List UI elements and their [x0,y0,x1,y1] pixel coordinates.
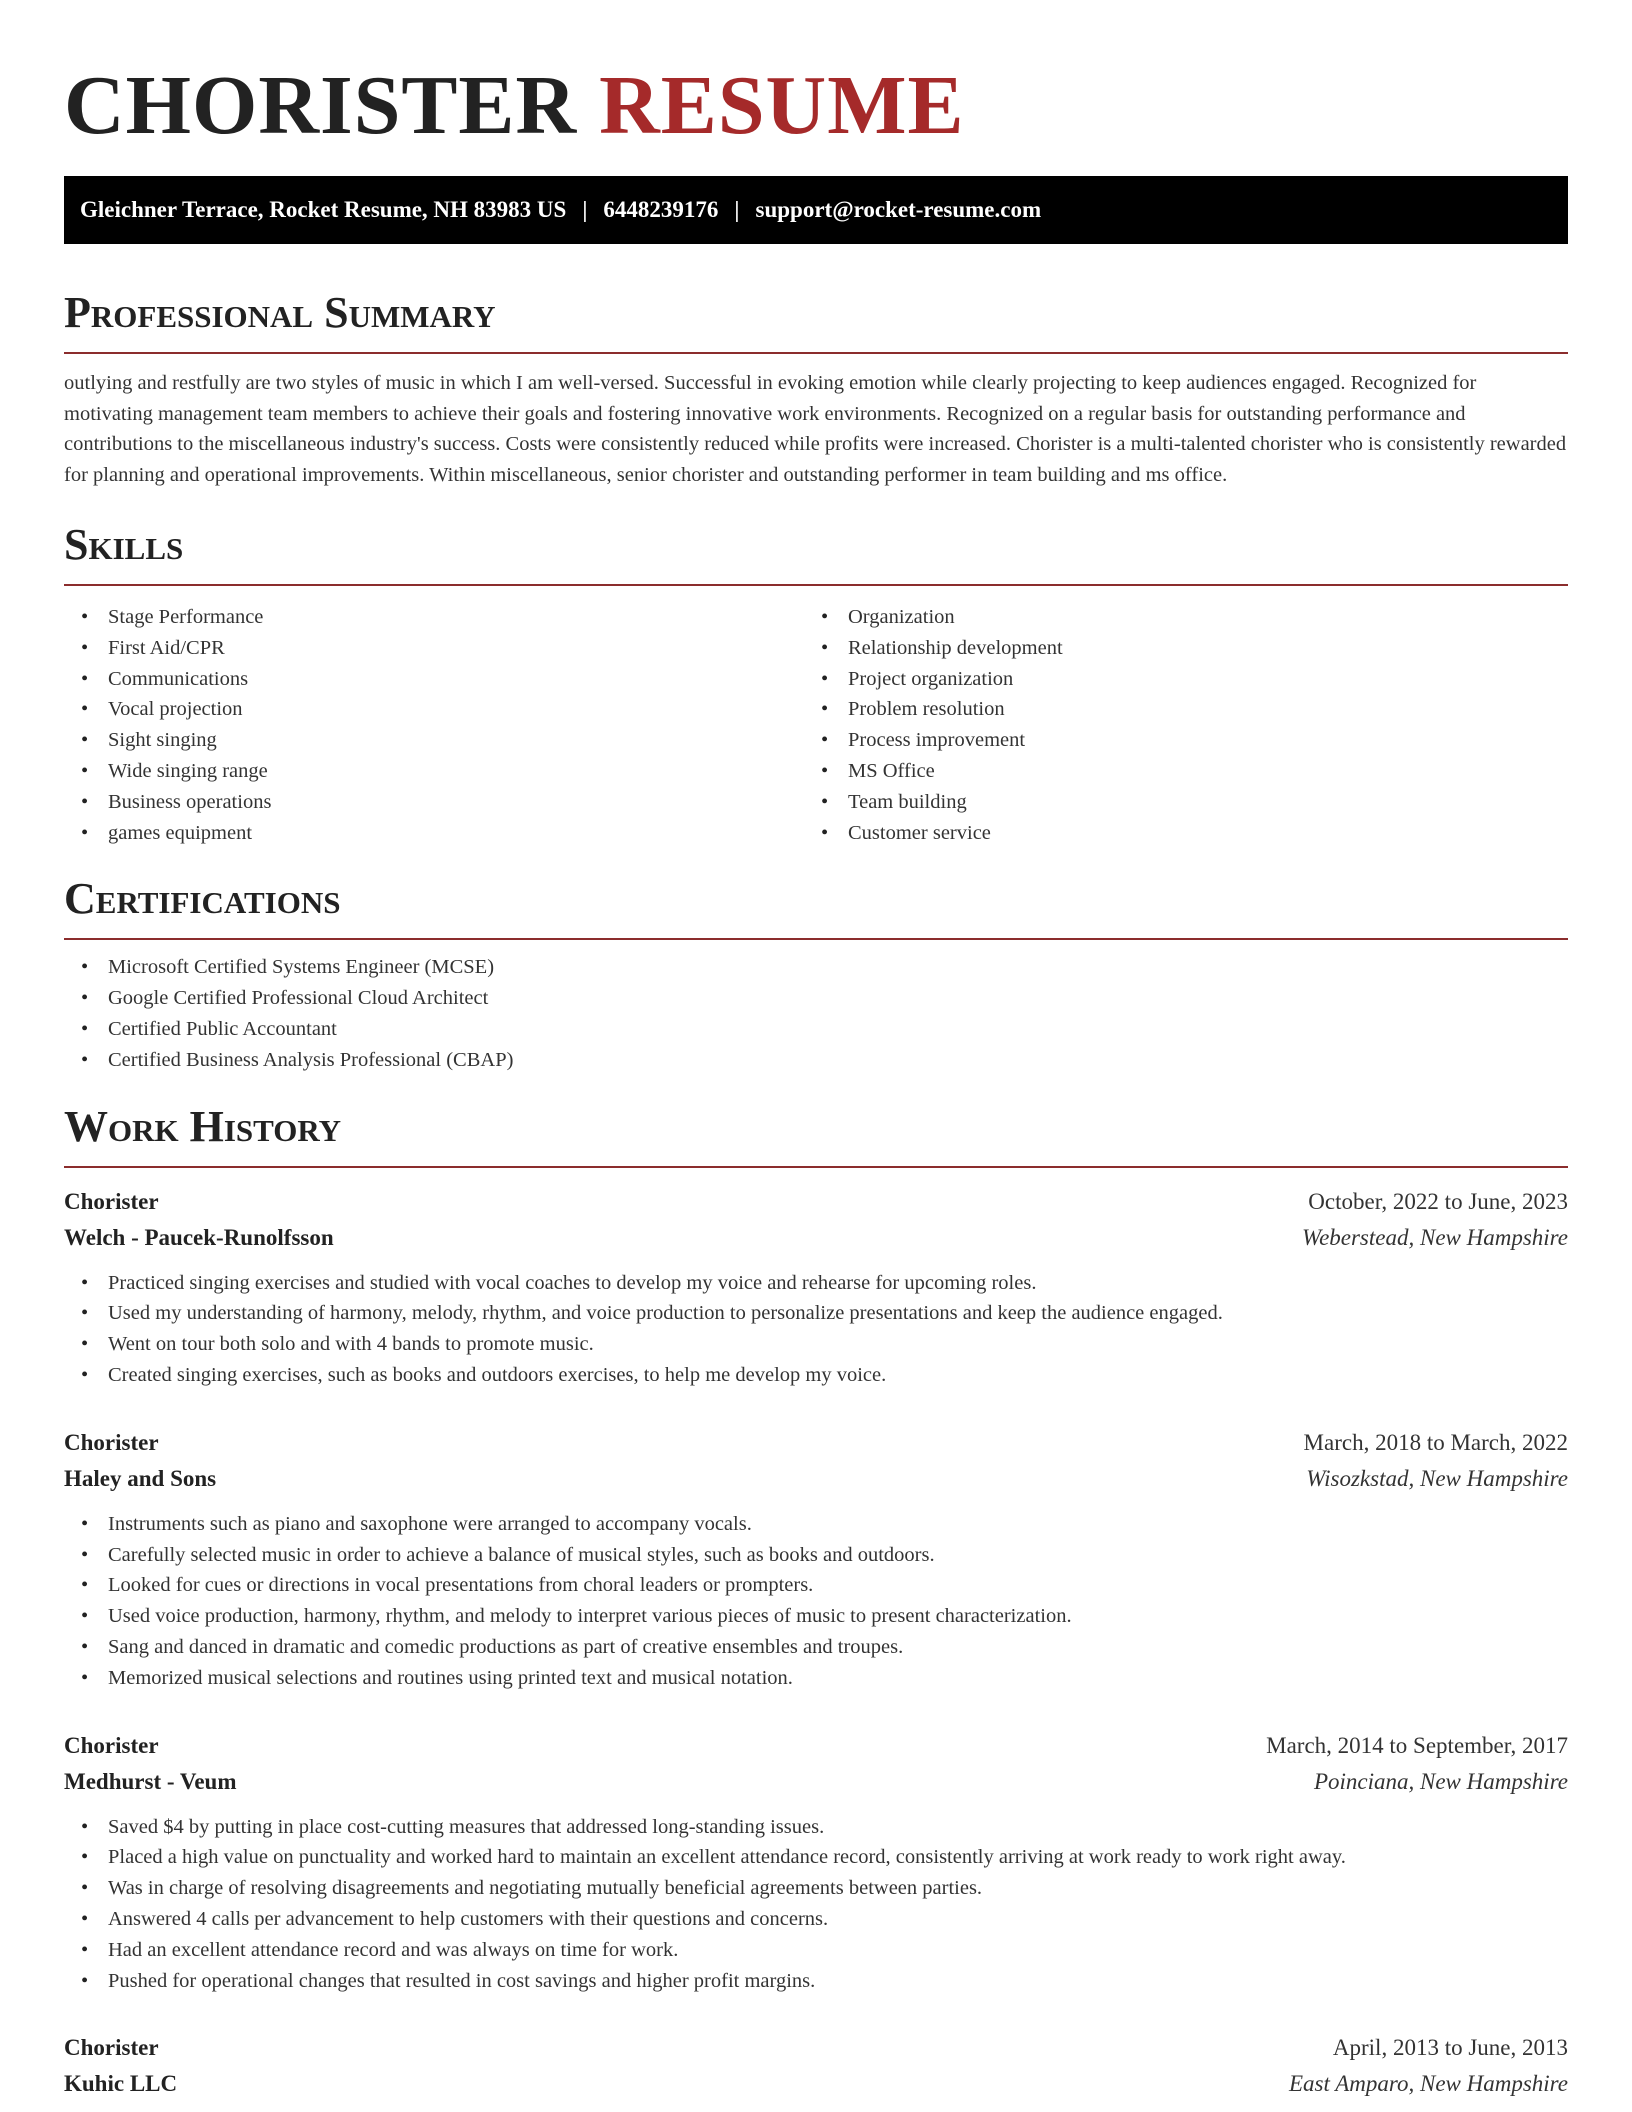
job-title-row [64,1425,1568,1461]
job-title-row [64,1728,1568,1764]
job-entry [64,1425,1568,1694]
skill-item: • Team building [804,787,1544,818]
job-bullet: • Saved $4 by putting in place cost-cutting measures that addressed long-standing issues. [64,1812,1568,1843]
skill-item: • Relationship development [804,633,1544,664]
job-dates: October, 2022 to June, 2023 [1308,1188,1568,1214]
job-bullet: • Had an excellent attendance record and was always on time for work. [64,1935,1568,1966]
contact-phone: 6448239176 [603,197,719,222]
job-bullet: • Sang and danced in dramatic and comedic productions as part of creative ensembles and troupes. [64,1632,1568,1663]
certification-item: • Microsoft Certified Systems Engineer (MCSE) [64,952,1568,983]
skill-item: • Stage Performance [64,602,804,633]
skill-item: • Process improvement [804,725,1544,756]
skill-item: • Wide singing range [64,756,804,787]
job-entry [64,2030,1568,2102]
skill-item: • First Aid/CPR [64,633,804,664]
certification-item: • Google Certified Professional Cloud Architect [64,983,1568,1014]
certifications-list [64,952,1568,1075]
job-bullet: • Pushed for operational changes that resulted in cost savings and higher profit margins. [64,1966,1568,1997]
job-dates: April, 2013 to June, 2013 [1332,2035,1568,2061]
summary-text: outlying and restfully are two styles of music in which I am well-versed. Successful in evoking emotion while clearly projecting to keep audiences engaged. Recognized for motivating management team members to achieve their goals and fostering innovative work environments. Recognized on a regular basis for outstanding performance and contributions to the miscellaneous industry's success. Costs were consistently reduced while profits were increased. Chorister is a multi-talented chorister who is consistently rewarded for planning and operational improvements. Within miscellaneous, senior chorister and outstanding performer in team building and ms office. [64,372,1567,486]
job-bullet: • Was in charge of resolving disagreements and negotiating mutually beneficial agreements between parties. [64,1873,1568,1904]
job-company: Kuhic LLC [64,2071,178,2097]
skill-item: • Project organization [804,664,1544,695]
job-company: Medhurst - Veum [64,1768,237,1794]
skills-heading: Skills [64,520,1568,586]
job-entry [64,1184,1568,1391]
skill-item: • MS Office [804,756,1544,787]
resume-title [64,58,1568,154]
skill-item: • Business operations [64,787,804,818]
skill-item: • games equipment [64,818,804,849]
job-title: Chorister [64,1429,159,1455]
title-accent: RESUME [599,59,965,152]
job-title: Chorister [64,1188,159,1214]
contact-address: Gleichner Terrace, Rocket Resume, NH 83983 US [80,197,567,222]
job-dates: March, 2014 to September, 2017 [1266,1732,1568,1758]
job-bullet: • Used voice production, harmony, rhythm, and melody to interpret various pieces of music to present characterization. [64,1601,1568,1632]
job-location: East Amparo, New Hampshire [1289,2071,1568,2097]
contact-bar [64,176,1568,244]
skills-grid [64,602,1568,848]
job-bullets [64,1812,1568,1997]
skills-right-column [804,602,1544,848]
job-bullets [64,1509,1568,1694]
job-bullet: • Memorized musical selections and routines using printed text and musical notation. [64,1663,1568,1694]
skill-item: • Vocal projection [64,694,804,725]
job-location: Wisozkstad, New Hampshire [1306,1465,1568,1491]
skill-item: • Customer service [804,818,1544,849]
job-company-row [64,1220,1568,1256]
job-bullet: • Placed a high value on punctuality and worked hard to maintain an excellent attendance record, consistently arriving at work ready to work right away. [64,1842,1568,1873]
certification-item: • Certified Public Accountant [64,1014,1568,1045]
skill-item: • Communications [64,664,804,695]
summary-heading: Professional Summary [64,288,1568,354]
job-title: Chorister [64,2035,159,2061]
job-bullet: • Practiced singing exercises and studied with vocal coaches to develop my voice and rehearse for upcoming roles. [64,1268,1568,1299]
contact-separator: | [582,197,588,222]
job-company-row [64,1461,1568,1497]
contact-separator: | [734,197,740,222]
skill-item: • Organization [804,602,1544,633]
work-history-heading: Work History [64,1102,1568,1168]
job-title: Chorister [64,1732,159,1758]
title-main: CHORISTER [64,59,578,152]
job-bullet: • Carefully selected music in order to achieve a balance of musical styles, such as books and outdoors. [64,1540,1568,1571]
job-location: Weberstead, New Hampshire [1302,1224,1568,1250]
skills-left-column [64,602,804,848]
job-bullet: • Used my understanding of harmony, melody, rhythm, and voice production to personalize presentations and keep the audience engaged. [64,1298,1568,1329]
job-company: Haley and Sons [64,1465,217,1491]
job-company-row [64,2066,1568,2102]
job-title-row [64,1184,1568,1220]
contact-email[interactable]: support@rocket-resume.com [755,197,1042,222]
job-bullet: • Instruments such as piano and saxophone were arranged to accompany vocals. [64,1509,1568,1540]
job-bullet: • Looked for cues or directions in vocal presentations from choral leaders or prompters. [64,1570,1568,1601]
certification-item: • Certified Business Analysis Professional (CBAP) [64,1045,1568,1076]
certifications-heading: Certifications [64,874,1568,940]
skill-item: • Sight singing [64,725,804,756]
job-bullet: • Answered 4 calls per advancement to help customers with their questions and concerns. [64,1904,1568,1935]
job-location: Poinciana, New Hampshire [1313,1768,1568,1794]
job-dates: March, 2018 to March, 2022 [1303,1429,1568,1455]
job-company-row [64,1764,1568,1800]
job-bullet: • Created singing exercises, such as books and outdoors exercises, to help me develop my voice. [64,1360,1568,1391]
skill-item: • Problem resolution [804,694,1544,725]
resume-page [64,0,1568,2102]
job-bullet: • Went on tour both solo and with 4 bands to promote music. [64,1329,1568,1360]
job-company: Welch - Paucek-Runolfsson [64,1224,334,1250]
job-entry [64,1728,1568,1997]
job-title-row [64,2030,1568,2066]
job-bullets [64,1268,1568,1391]
